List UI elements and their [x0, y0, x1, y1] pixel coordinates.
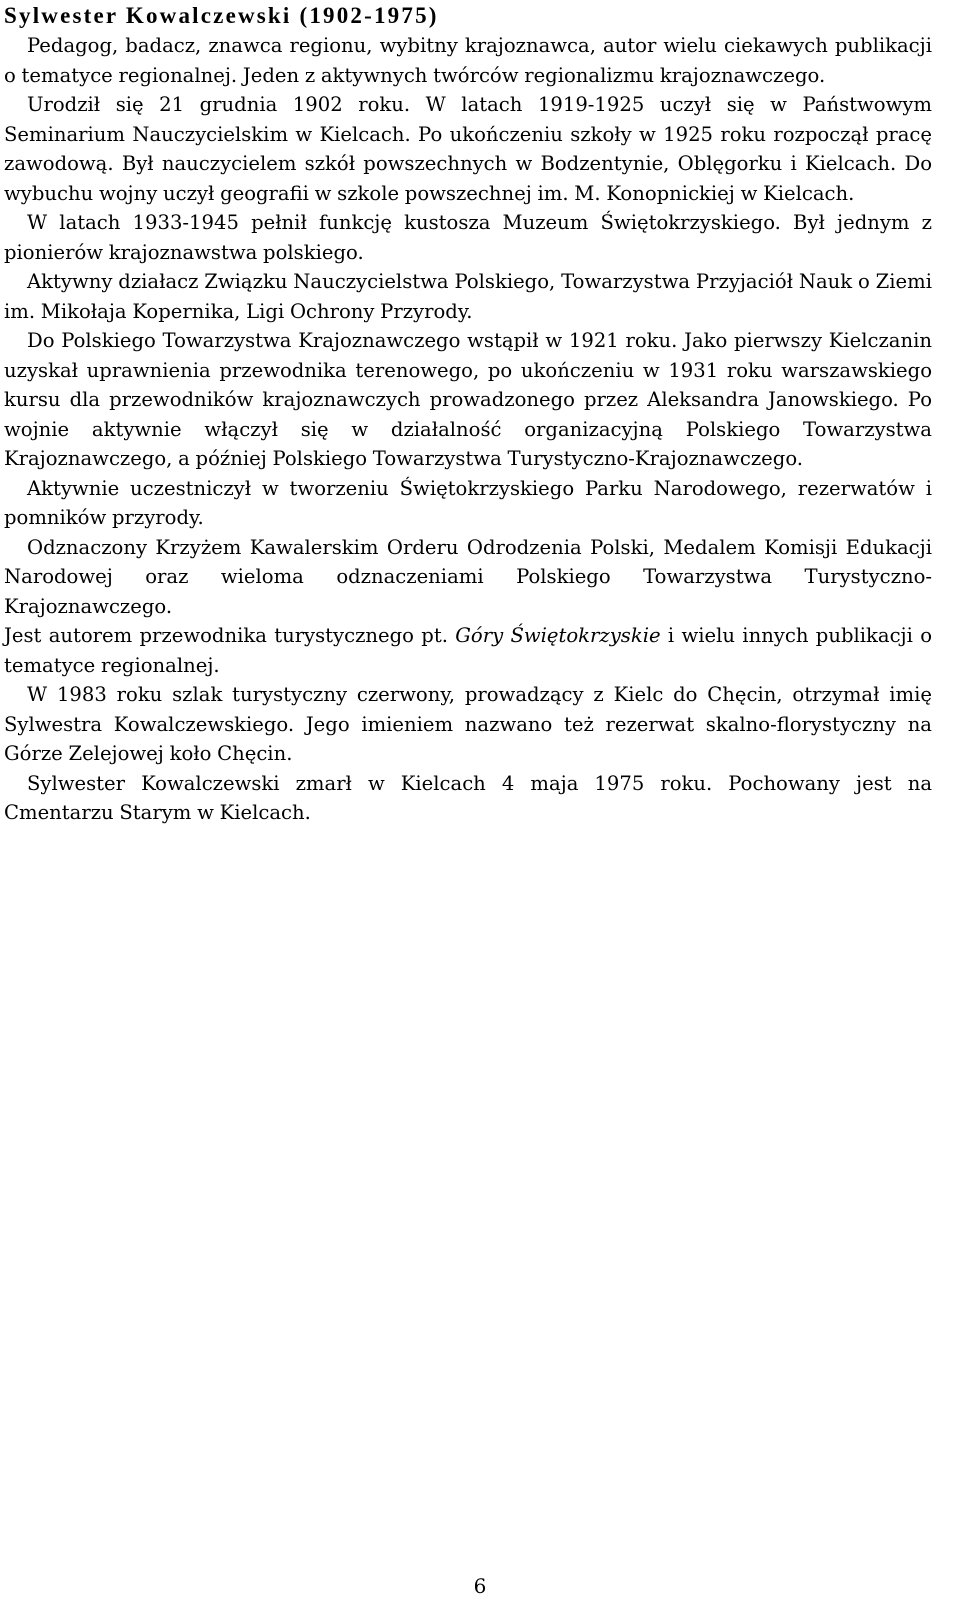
paragraph-intro: Pedagog, badacz, znawca regionu, wybitny krajoznawca, autor wielu ciekawych publikacji o tematyce regionalnej. Jeden z aktywnych twórców regionalizmu krajoznawczego.	[4, 34, 932, 87]
paragraph-birth-education: Urodził się 21 grudnia 1902 roku. W latach 1919-1925 uczył się w Państwowym Seminarium Nauczycielskim w Kielcach. Po ukończeniu szkoły w 1925 roku rozpoczął pracę zawodową. Był nauczycielem szkół powszechnych w Bodzentynie, Oblęgorku i Kielcach. Do wybuchu wojny uczył geografii w szkole powszechnej im. M. Konopnickiej w Kielcach.	[4, 93, 932, 205]
book-title: Góry Świętokrzyskie	[455, 624, 661, 647]
author-text-after: i wielu innych publikacji o tematyce regionalnej.	[4, 624, 932, 677]
paragraph-organizations: Aktywny działacz Związku Nauczycielstwa Polskiego, Towarzystwa Przyjaciół Nauk o Ziemi im. Mikołaja Kopernika, Ligi Ochrony Przyrody.	[4, 270, 932, 323]
paragraph-trail: W 1983 roku szlak turystyczny czerwony, prowadzący z Kielc do Chęcin, otrzymał imię Sylwestra Kowalczewskiego. Jego imieniem nazwano też rezerwat skalno-florystyczny na Górze Zelejowej koło Chęcin.	[4, 683, 932, 765]
paragraph-museum: W latach 1933-1945 pełnił funkcję kustosza Muzeum Świętokrzyskiego. Był jednym z pionierów krajoznawstwa polskiego.	[4, 211, 932, 264]
paragraph-death: Sylwester Kowalczewski zmarł w Kielcach 4 maja 1975 roku. Pochowany jest na Cmentarzu Starym w Kielcach.	[4, 771, 932, 824]
author-text-before: Jest autorem przewodnika turystycznego pt.	[4, 624, 456, 647]
paragraph-pttk: Do Polskiego Towarzystwa Krajoznawczego wstąpił w 1921 roku. Jako pierwszy Kielczanin uzyskał uprawnienia przewodnika terenowego, po ukończeniu w 1931 roku warszawskiego kursu dla przewodników krajoznawczych prowadzonego przez Aleksandra Janowskiego. Po wojnie aktywnie włączył się w działalność organizacyjną Polskiego Towarzystwa Krajoznawczego, a później Polskiego Towarzystwa Turystyczno-Krajoznawczego.	[4, 329, 932, 470]
document-title: Sylwester Kowalczewski (1902-1975)	[4, 3, 439, 28]
document-page	[4, 0, 932, 828]
paragraph-awards: Odznaczony Krzyżem Kawalerskim Orderu Odrodzenia Polski, Medalem Komisji Edukacji Narodowej oraz wieloma odznaczeniami Polskiego Towarzystwa Turystyczno-Krajoznawczego.	[4, 535, 932, 618]
page-number: 6	[473, 1574, 487, 1598]
paragraph-author	[4, 621, 932, 680]
paragraph-national-park: Aktywnie uczestniczył w tworzeniu Świętokrzyskiego Parku Narodowego, rezerwatów i pomników przyrody.	[4, 476, 932, 529]
